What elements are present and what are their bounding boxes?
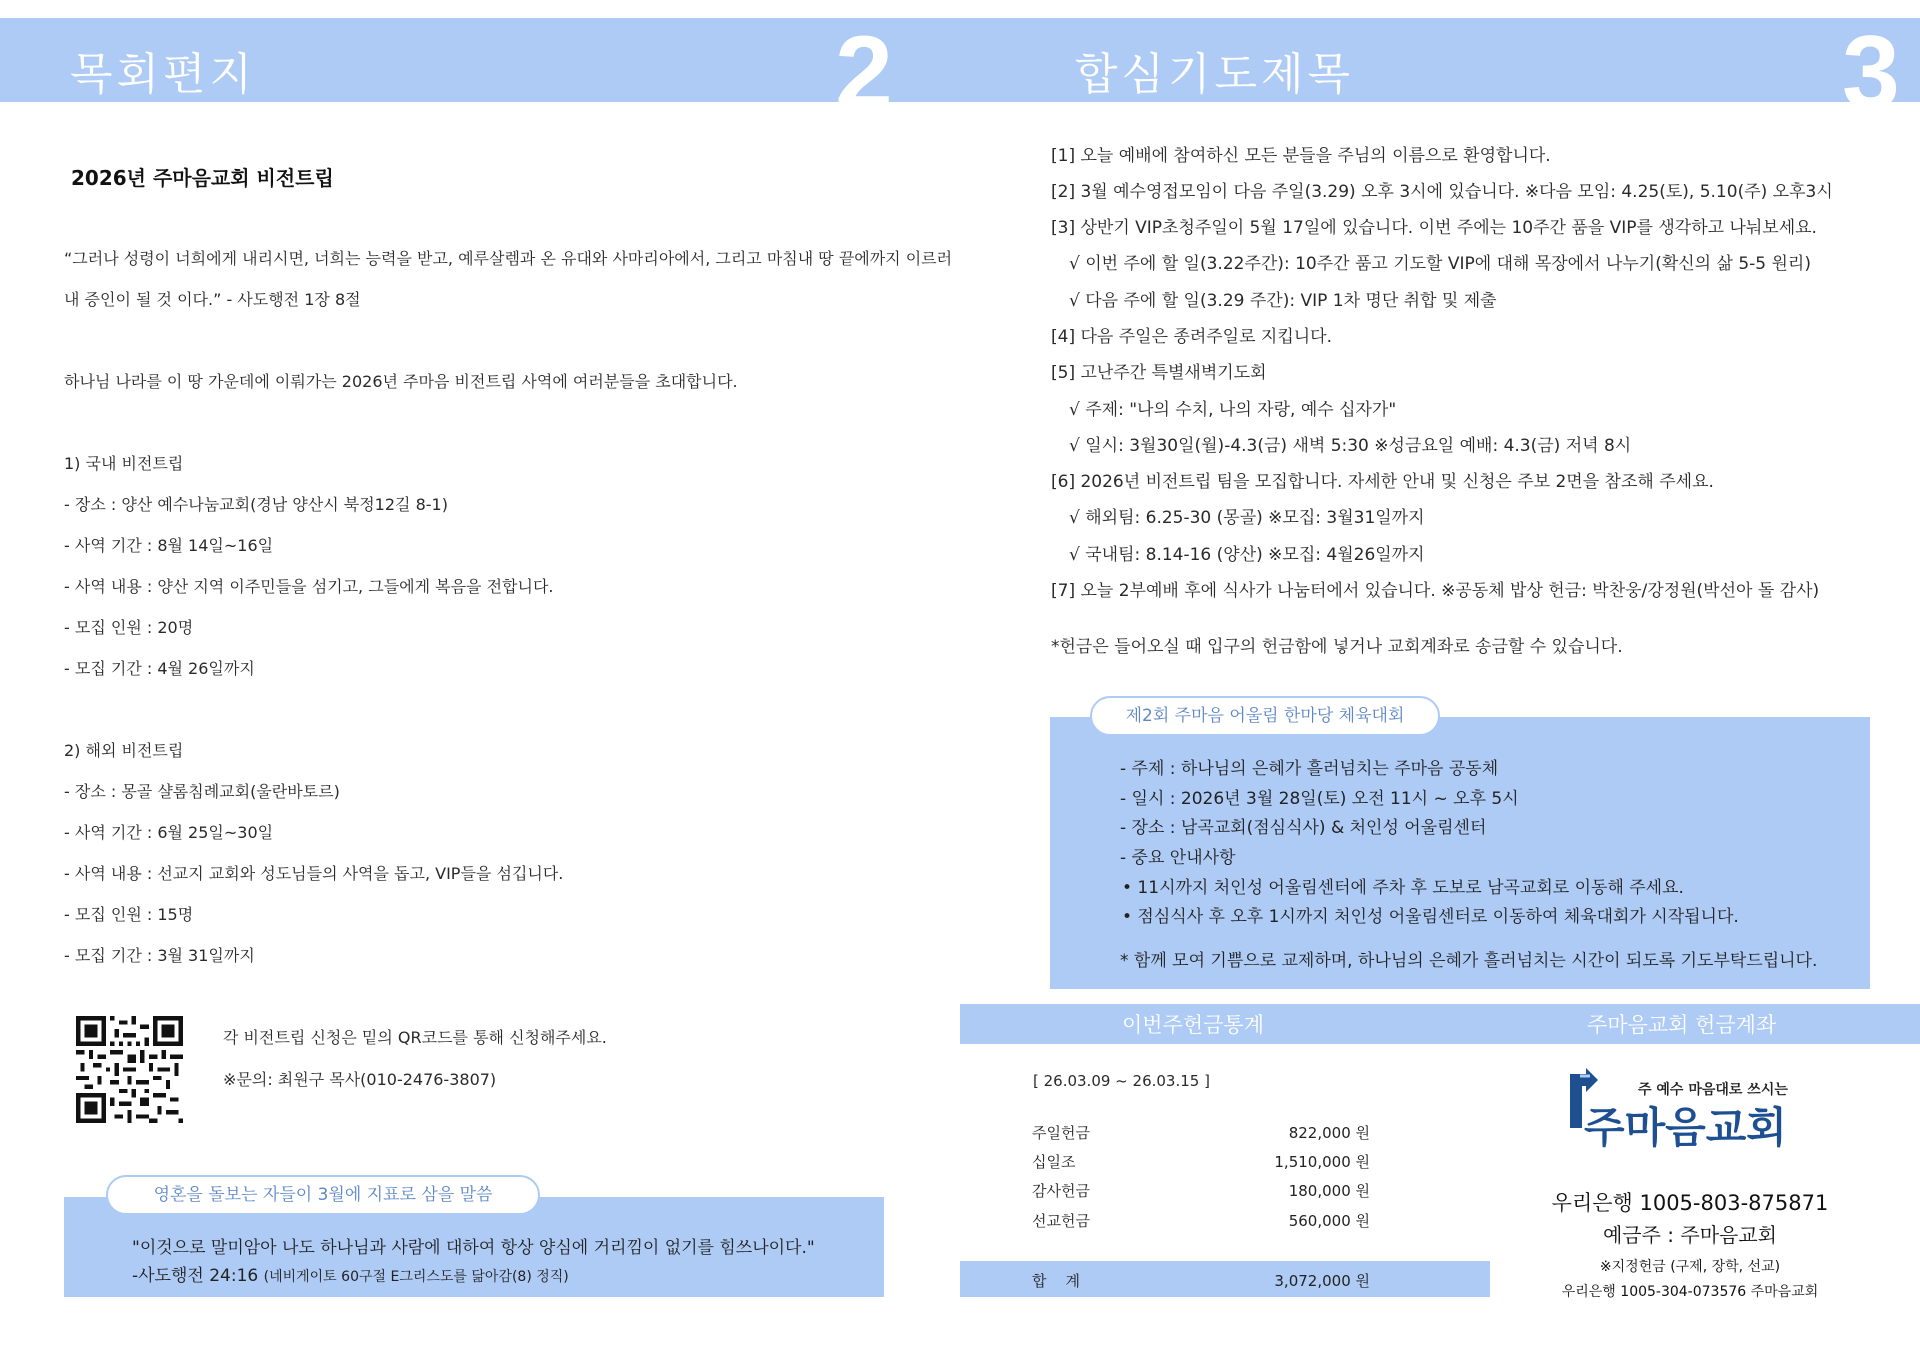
offering-row-label: 선교헌금 (1032, 1212, 1090, 1230)
prayer-item: [2] 3월 예수영접모임이 다음 주일(3.29) 오후 3시에 있습니다. ※다음 모임: 4.25(토), 5.10(주) 오후3시 (1051, 182, 1833, 202)
offering-row-label: 십일조 (1032, 1153, 1076, 1171)
church-logo (1560, 1068, 1790, 1158)
account-number-main: 우리은행 1005-803-875871 (1551, 1191, 1829, 1215)
page-number-left: 2 (835, 15, 893, 131)
verse-ref-note: (네비게이토 60구절 E그리스도를 닮아감(8) 정직) (263, 1269, 569, 1285)
letter-title: 2026년 주마음교회 비전트립 (71, 166, 334, 190)
qr-code[interactable] (76, 1016, 183, 1123)
prayer-subitem: √ 해외팀: 6.25-30 (몽골) ※모집: 3월31일까지 (1069, 508, 1425, 528)
prayer-item: [5] 고난주간 특별새벽기도회 (1051, 363, 1267, 383)
prayer-subitem: √ 이번 주에 할 일(3.22주간): 10주간 품고 기도할 VIP에 대해 목장에서 나누기(확신의 삶 5-5 원리) (1069, 254, 1811, 274)
letter-verse-line: “그러나 성령이 너희에게 내리시면, 너희는 능력을 받고, 예루살렘과 온 유대와 사마리아에서, 그리고 마침내 땅 끝에까지 이르러 (64, 249, 953, 268)
header-band-left (0, 15, 960, 131)
account-holder: 예금주 : 주마음교회 (1602, 1223, 1777, 1247)
contact-info: ※문의: 최원구 목사(010-2476-3807) (223, 1070, 497, 1089)
offering-stats-heading: 이번주헌금통계 (1122, 1013, 1265, 1037)
event-bullet: • 점심식사 후 오후 1시까지 처인성 어울림센터로 이동하여 체육대회가 시작됩니다. (1122, 907, 1739, 927)
overseas-trip-line: - 모집 기간 : 3월 31일까지 (64, 946, 255, 965)
weekly-verse-tab: 영혼을 돌보는 자들이 3월에 지표로 삼을 말씀 (106, 1175, 540, 1215)
account-number-designated: 우리은행 1005-304-073576 주마음교회 (1561, 1284, 1819, 1300)
domestic-trip-line: - 모집 기간 : 4월 26일까지 (64, 659, 255, 678)
qr-apply-note: 각 비전트립 신청은 밑의 QR코드를 통해 신청해주세요. (223, 1028, 607, 1047)
offering-row-amount: 822,000 원 (1288, 1124, 1370, 1142)
page-title-pastoral-letter: 목회편지 (70, 49, 257, 100)
prayer-subitem: √ 일시: 3월30일(월)-4.3(금) 새벽 5:30 ※성금요일 예배: 4.3(금) 저녁 8시 (1069, 436, 1632, 456)
letter-verse-line: 내 증인이 될 것 이다.” - 사도행전 1장 8절 (64, 290, 361, 309)
domestic-trip-line: - 사역 기간 : 8월 14일~16일 (64, 536, 274, 555)
weekly-verse-text: "이것으로 말미암아 나도 하나님과 사람에 대하여 항상 양심에 거리낌이 없기를 힘쓰나이다." (132, 1238, 815, 1258)
event-tab: 제2회 주마음 어울림 한마당 체육대회 (1090, 696, 1440, 736)
domestic-trip-line: - 장소 : 양산 예수나눔교회(경남 양산시 북정12길 8-1) (64, 495, 448, 514)
offering-row-amount: 1,510,000 원 (1274, 1153, 1370, 1171)
offering-period: [ 26.03.09 ~ 26.03.15 ] (1033, 1072, 1210, 1090)
domestic-trip-heading: 1) 국내 비전트립 (64, 454, 184, 473)
logo-church-name: 주마음교회 (1584, 1103, 1787, 1152)
overseas-trip-line: - 장소 : 몽골 샬롬침례교회(울란바토르) (64, 782, 340, 801)
designated-offering-note: ※지정헌금 (구제, 장학, 선교) (1599, 1259, 1781, 1275)
offering-total-label: 합 계 (1032, 1272, 1081, 1290)
overseas-trip-heading: 2) 해외 비전트립 (64, 741, 184, 760)
prayer-item: [1] 오늘 예배에 참여하신 모든 분들을 주님의 이름으로 환영합니다. (1051, 146, 1551, 166)
offering-row-label: 주일헌금 (1032, 1124, 1090, 1142)
offering-row-label: 감사헌금 (1032, 1182, 1090, 1200)
prayer-item: [4] 다음 주일은 종려주일로 지킵니다. (1051, 327, 1333, 347)
account-heading: 주마음교회 헌금계좌 (1587, 1013, 1777, 1037)
header-band-right (960, 15, 1920, 131)
offering-total-amount: 3,072,000 원 (1274, 1272, 1370, 1290)
event-line: - 일시 : 2026년 3월 28일(토) 오전 11시 ~ 오후 5시 (1120, 789, 1519, 809)
overseas-trip-line: - 사역 기간 : 6월 25일~30일 (64, 823, 274, 842)
prayer-item: [7] 오늘 2부예배 후에 식사가 나눔터에서 있습니다. ※공동체 밥상 헌금: 박찬웅/강정원(박선아 돌 감사) (1051, 581, 1820, 601)
weekly-verse-reference (132, 1261, 569, 1286)
event-line: - 장소 : 남곡교회(점심식사) & 처인성 어울림센터 (1120, 818, 1487, 838)
prayer-subitem: √ 다음 주에 할 일(3.29 주간): VIP 1차 명단 취합 및 제출 (1069, 291, 1497, 311)
domestic-trip-line: - 사역 내용 : 양산 지역 이주민들을 섬기고, 그들에게 복음을 전합니다. (64, 577, 554, 596)
overseas-trip-line: - 사역 내용 : 선교지 교회와 성도님들의 사역을 돕고, VIP들을 섬깁니다. (64, 864, 564, 883)
logo-tagline: 주 예수 마음대로 쓰시는 (1638, 1082, 1788, 1098)
page-title-prayer-topics: 합심기도제목 (1075, 49, 1355, 100)
overseas-trip-line: - 모집 인원 : 15명 (64, 905, 194, 924)
event-line: - 중요 안내사항 (1120, 848, 1236, 868)
letter-intro: 하나님 나라를 이 땅 가운데에 이뤄가는 2026년 주마음 비전트립 사역에 여러분들을 초대합니다. (64, 372, 738, 391)
prayer-subitem: √ 주제: "나의 수치, 나의 자랑, 예수 십자가" (1069, 400, 1397, 420)
event-bullet: • 11시까지 처인성 어울림센터에 주차 후 도보로 남곡교회로 이동해 주세요. (1122, 878, 1684, 898)
offering-row-amount: 180,000 원 (1288, 1182, 1370, 1200)
prayer-item: [6] 2026년 비전트립 팀을 모집합니다. 자세한 안내 및 신청은 주보 2면을 참조해 주세요. (1051, 472, 1714, 492)
event-closing: * 함께 모여 기쁨으로 교제하며, 하나님의 은혜가 흘러넘치는 시간이 되도록 기도부탁드립니다. (1120, 951, 1818, 971)
offering-note: *헌금은 들어오실 때 입구의 헌금함에 넣거나 교회계좌로 송금할 수 있습니다. (1051, 637, 1623, 657)
event-line: - 주제 : 하나님의 은혜가 흘러넘치는 주마음 공동체 (1120, 759, 1499, 779)
page-number-right: 3 (1842, 15, 1900, 131)
domestic-trip-line: - 모집 인원 : 20명 (64, 618, 194, 637)
prayer-item: [3] 상반기 VIP초청주일이 5월 17일에 있습니다. 이번 주에는 10주간 품을 VIP를 생각하고 나눠보세요. (1051, 218, 1817, 238)
prayer-subitem: √ 국내팀: 8.14-16 (양산) ※모집: 4월26일까지 (1069, 545, 1425, 565)
offering-row-amount: 560,000 원 (1288, 1212, 1370, 1230)
verse-ref: -사도행전 24:16 (132, 1266, 259, 1286)
